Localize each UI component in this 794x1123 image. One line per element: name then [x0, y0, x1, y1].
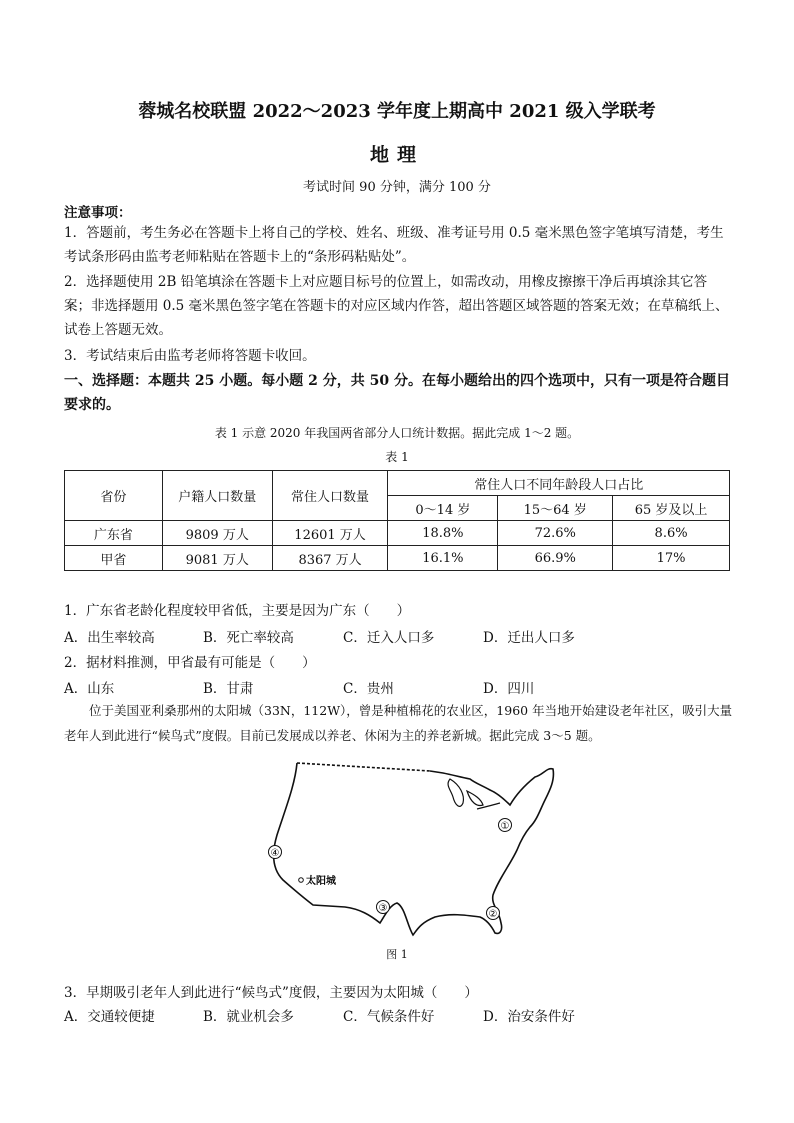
cell-resident: 8367 万人 — [272, 546, 388, 571]
question-3-option-c[interactable]: C．气候条件好 — [343, 1009, 435, 1025]
figure-caption: 图 1 — [386, 948, 408, 961]
note-item-3: 3．考试结束后由监考老师将答题卡收回。 — [64, 348, 316, 364]
northern-border — [297, 763, 430, 771]
table-caption: 表 1 — [385, 450, 409, 464]
cell-age-65: 8.6% — [613, 521, 730, 546]
question-3-option-d[interactable]: D．治安条件好 — [483, 1009, 575, 1025]
cell-age-15-64: 72.6% — [498, 521, 613, 546]
cell-age-0-14: 16.1% — [388, 546, 498, 571]
sun-city-dot — [299, 878, 304, 883]
header-age-65: 65 岁及以上 — [613, 496, 730, 521]
note-item-2: 2．选择题使用 2B 铅笔填涂在答题卡上对应题目标号的位置上，如需改动，用橡皮擦擦干净后再填涂其它答案；非选择题用 0.5 毫米黑色签字笔在答题卡的对应区域内作答，超出答题区域答题的答案无效；在草稿纸上、试卷上答题无效。 — [64, 274, 729, 338]
marker-3-label: ③ — [378, 903, 388, 914]
question-1-option-c[interactable]: C．迁入人口多 — [343, 630, 435, 646]
question-2-option-d[interactable]: D．四川 — [483, 681, 535, 697]
marker-4-label: ④ — [270, 848, 280, 859]
cell-age-15-64: 66.9% — [498, 546, 613, 571]
cell-age-0-14: 18.8% — [388, 521, 498, 546]
question-1-option-b[interactable]: B．死亡率较高 — [203, 630, 294, 646]
lake-michigan — [448, 779, 463, 806]
exam-info: 考试时间 90 分钟，满分 100 分 — [303, 180, 491, 195]
table-intro: 表 1 示意 2020 年我国两省部分人口统计数据。据此完成 1～2 题。 — [214, 426, 580, 440]
header-registered: 户籍人口数量 — [162, 471, 272, 521]
notes-heading: 注意事项： — [64, 205, 132, 221]
question-2-option-c[interactable]: C．贵州 — [343, 681, 394, 697]
lake-huron — [467, 791, 483, 805]
usa-map-figure — [255, 755, 555, 945]
passage-sun-city: 位于美国亚利桑那州的太阳城（33N，112W），曾是种植棉花的农业区，1960 年当地开始建设老年社区，吸引大量老年人到此进行“候鸟式”度假。目前已发展成以养老、休闲为主的养老新城。据此完成 3～5 题。 — [64, 703, 733, 743]
note-item-1: 1．答题前，考生务必在答题卡上将自己的学校、姓名、班级、准考证号用 0.5 毫米黑色签字笔填写清楚，考生考试条形码由监考老师粘贴在答题卡上的“条形码粘贴处”。 — [64, 225, 724, 265]
sun-city-label: 太阳城 — [306, 876, 336, 887]
table-row — [65, 521, 730, 546]
section-heading: 一、选择题：本题共 25 小题。每小题 2 分，共 50 分。在每小题给出的四个选项中，只有一项是符合题目要求的。 — [64, 373, 730, 413]
question-2-option-a[interactable]: A．山东 — [64, 681, 115, 697]
subject-title: 地理 — [369, 144, 424, 166]
table-row — [65, 546, 730, 571]
question-2-option-b[interactable]: B．甘肃 — [203, 681, 254, 697]
exam-title: 蓉城名校联盟 2022～2023 学年度上期高中 2021 级入学联考 — [138, 101, 656, 122]
question-2-stem: 2．据材料推测，甲省最有可能是（ ） — [64, 655, 316, 671]
header-resident: 常住人口数量 — [272, 471, 388, 521]
question-3-option-a[interactable]: A．交通较便捷 — [64, 1009, 155, 1025]
header-age-group: 常住人口不同年龄段人口占比 — [388, 471, 730, 496]
cell-province: 广东省 — [65, 521, 163, 546]
cell-registered: 9809 万人 — [162, 521, 272, 546]
header-age-15-64: 15～64 岁 — [498, 496, 613, 521]
question-3-option-b[interactable]: B．就业机会多 — [203, 1009, 294, 1025]
header-province: 省份 — [65, 471, 163, 521]
cell-age-65: 17% — [613, 546, 730, 571]
us-outline — [274, 763, 554, 935]
question-1-option-d[interactable]: D．迁出人口多 — [483, 630, 575, 646]
question-1-stem: 1．广东省老龄化程度较甲省低，主要是因为广东（ ） — [64, 603, 411, 619]
population-table — [64, 470, 730, 571]
cell-resident: 12601 万人 — [272, 521, 388, 546]
question-3-stem: 3．早期吸引老年人到此进行“候鸟式”度假，主要因为太阳城（ ） — [64, 985, 478, 1001]
cell-registered: 9081 万人 — [162, 546, 272, 571]
question-1-option-a[interactable]: A．出生率较高 — [64, 630, 155, 646]
header-age-0-14: 0～14 岁 — [388, 496, 498, 521]
marker-1-label: ① — [500, 821, 510, 832]
cell-province: 甲省 — [65, 546, 163, 571]
marker-2-label: ② — [488, 909, 498, 920]
